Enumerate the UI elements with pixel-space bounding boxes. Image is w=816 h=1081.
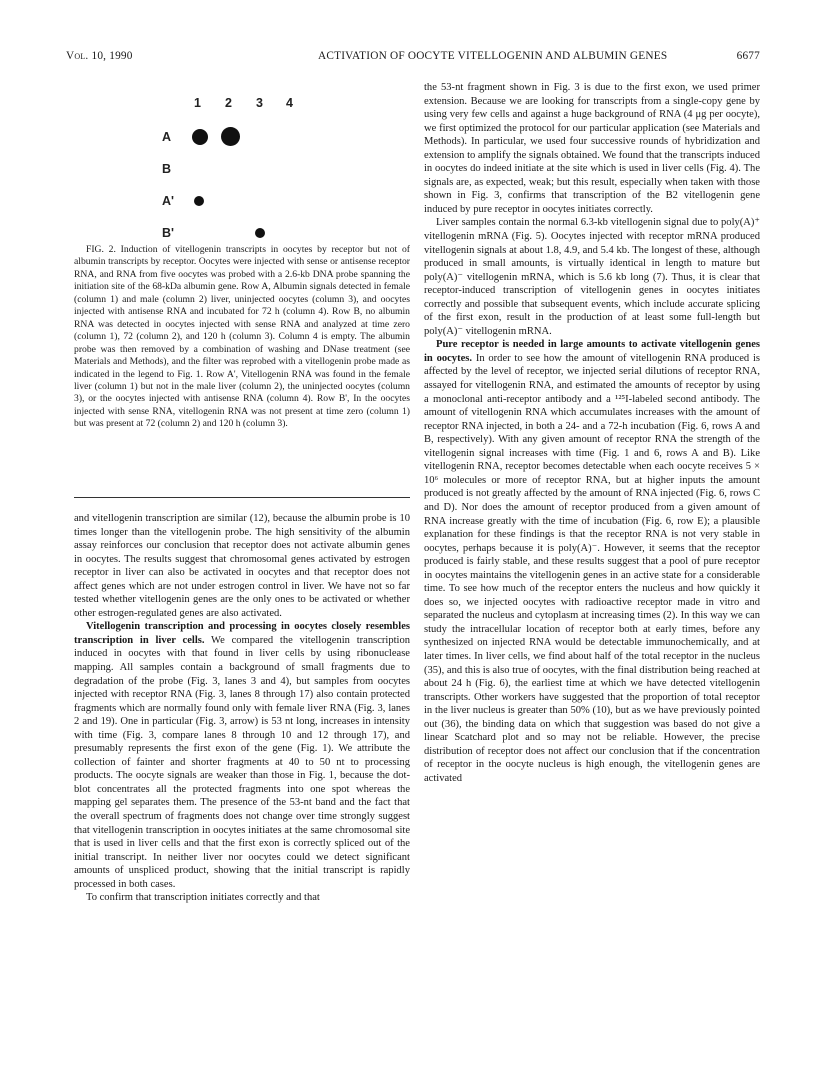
figure-column-label-1: 1 bbox=[194, 96, 201, 110]
right-paragraph-2: Liver samples contain the normal 6.3-kb vitellogenin signal due to poly(A)⁺ vitellogenin mRNA (Fig. 5). Oocytes injected with receptor mRNA produced vitellogenin signals at about 1.8, 4.9, and 5.4 kb. The longest of these, although produced in small amounts, is virtually identical in length to mature but poly(A)⁻ vitellogenin mRNA, which is 5.6 kb long (7). Thus, it is clear that receptor-induced transcription of vitellogenin genes in oocytes initiates correctly and possible that subsequent events, which include accurate splicing of the first exon, result in the production of at least some full-length but poly(A)⁻ vitellogenin mRNA. bbox=[424, 217, 760, 337]
left-paragraph-3: To confirm that transcription initiates correctly and that bbox=[86, 892, 320, 904]
figure-column-label-3: 3 bbox=[256, 96, 263, 110]
blot-signal-a2 bbox=[221, 127, 240, 146]
figure-row-label-b: B bbox=[162, 162, 172, 176]
right-paragraph-3-body: In order to see how the amount of vitellogenin RNA produced is affected by the level of receptor, we injected serial dilutions of receptor RNA, assayed for vitellogenin RNA, and estimated the amounts of receptor by using a monoclonal anti-receptor antibody and a ¹²⁵I-labeled second antibody. The amount of vitellogenin RNA which accumulates increases with the amount of receptor RNA injected, in both a 24- and a 72-h incubation (Fig. 6, rows A and B, respectively). With any given amount of receptor RNA the strength of the vitellogenin signal increases with time (Fig. 1 and 6, rows A and B). Like vitellogenin RNA, receptor becomes detectable when each oocyte receives 5 × 10⁶ molecules or more of receptor RNA, but at higher inputs the amount produced is not greatly affected by the amount of RNA injected (Fig. 6, rows C and D). Nor does the amount of receptor produced from a given amount of RNA increase greatly with the time of incubation (Fig. 6, row E); a plausible explanation for these findings is that the receptor RNA is not very stable in oocytes, perhaps because it is poly(A)⁻. However, it seems that the receptor produced is fairly stable, and these results suggest that a pool of pure receptor in oocytes maintains the vitellogenin genes in an active state for a considerable time. To see how much of the receptor enters the nucleus and how quickly it does so, we injected oocytes with radioactive receptor made in vitro and separated the nucleus and cytoplasm at increasing times (2). In this way we can study the intracellular location of receptor both at early times, before any synthesized on injected RNA would be detectable immunochemically, and at later times. In liver cells, we find about half of the total receptor in the nucleus (35), and this is also true of oocytes, with the final distribution being reached at about 24 h (Fig. 6), the earliest time at which we have detected vitellogenin transcripts. Other workers have suggested that the proportion of total receptor in the liver nucleus is greater than 50% (10), but as we have previously pointed out (36), the binding data on which that suggestion was based do not give a linear Scatchard plot and so may not be reliable. However, the precise distribution of receptor does not affect our conclusion that if the concentration of receptor in the oocyte nucleus is high enough, the vitellogenin genes are activated bbox=[424, 352, 760, 784]
left-column bbox=[74, 512, 410, 905]
figure-caption bbox=[74, 244, 410, 431]
section-heading-pure-receptor: Pure receptor is needed in large amounts to activate vitellogenin genes in oocytes. bbox=[424, 339, 760, 364]
running-title: ACTIVATION OF OOCYTE VITELLOGENIN AND ALBUMIN GENES bbox=[318, 50, 668, 62]
figure-dot-blot bbox=[150, 96, 350, 246]
page-number: 6677 bbox=[736, 50, 760, 62]
left-paragraph-2 bbox=[74, 620, 410, 891]
figure-column-label-2: 2 bbox=[225, 96, 232, 110]
left-paragraph-2-body: We compared the vitellogenin transcription induced in oocytes with that found in liver cells by using ribonuclease mapping. All samples contain a background of small fragments due to degradation of the probe (Fig. 3, lanes 3 and 4), but samples from oocytes injected with receptor RNA (Fig. 3, lanes 8 through 17) also contain protected fragments which are normally found only with female liver RNA (Fig. 3, lanes 2 and 19). One in particular (Fig. 3, arrow) is 53 nt long, increases in intensity with time (Fig. 3, compare lanes 8 through 10 and 12 through 17), and presumably represents the first exon of the gene (Fig. 1). We attribute the collection of fainter and shorter fragments at 40 to 50 nt to processing products. The oocyte signals are weaker than those in Fig. 1, because the dot-blot concentrates all the protected fragments into one spot whereas the mapping gel separates them. The presence of the 53-nt band and the fact that the overall spectrum of fragments does not change over time strongly suggest that vitellogenin transcription in oocytes initiates at the same chromosomal site that is used in liver cells and that the first exon is correctly spliced out of the initial transcript. In neither liver nor oocytes could we detect significant amounts of unspliced product, showing that the initial transcript is rapidly processed in both cases. bbox=[74, 634, 411, 890]
blot-signal-b-prime-3 bbox=[255, 228, 265, 238]
blot-signal-a-prime-1 bbox=[194, 196, 204, 206]
figure-row-label-b-prime: B' bbox=[162, 226, 174, 240]
right-paragraph-1: the 53-nt fragment shown in Fig. 3 is due to the first exon, we used primer extension. Because we are looking for transcripts from a single-copy gene by using very few cells and against a huge background of RNA (4 μg per oocyte), we first optimized the protocol for our particular application (see Materials and Methods). In particular, we used four successive rounds of hybridization and extension to amplify the signals obtained. We found that the transcripts induced in oocytes do indeed initiate at the site which is used in liver cells (Fig. 4). The signals are, as expected, weak; but this result, especially when taken with those shown in Fig. 3, confirms that transcription of the B2 vitellogenin gene induced by pure receptor in oocytes initiates correctly. bbox=[424, 82, 760, 215]
section-heading-transcription: Vitellogenin transcription and processing in oocytes closely resembles transcription in liver cells. bbox=[74, 621, 410, 646]
figure-caption-text: FIG. 2. Induction of vitellogenin transcripts in oocytes by receptor but not of albumin transcripts by receptor. Oocytes were injected with sense or antisense receptor RNA, and RNA from five oocytes was probed with a 2.6-kb DNA probe spanning the initiation site of the 68-kDa albumin gene. Row A, Albumin signals detected in female (column 1) and male (column 2) liver, uninjected oocytes (column 3), and oocytes injected with antisense RNA and incubated for 72 h (column 4). Row B, no albumin RNA was detected in oocytes injected with sense RNA and analyzed at time zero (column 1), 72 (column 2), and 120 h (column 3). Column 4 is empty. The albumin probe was then removed by a combination of washing and DNase treatment (see Materials and Methods), and the filter was reprobed with a vitellogenin probe made as indicated in the legend to Fig. 1. Row A', Vitellogenin RNA was found in the female liver (column 1) but not in the male liver (column 2), the uninjected oocytes (column 3), or the oocytes injected with antisense RNA (column 4). Row B', In the oocytes injected with sense RNA, vitellogenin RNA was not present at time zero (column 1) but was present at 72 (column 2) and 120 h (column 3). bbox=[74, 244, 410, 430]
left-paragraph-1: and vitellogenin transcription are similar (12), because the albumin probe is 10 times longer than the vitellogenin probe. The high sensitivity of the albumin assay reinforces our conclusion that receptor does not activate albumin genes in oocytes. The results suggest that chromosomal genes activated by estrogen receptor in liver can also be activated in oocytes and that receptor does not affect genes which are not under estrogen control in liver. We have not so far tested whether vitellogenin genes are the only ones to be activated or whether other estrogen-regulated genes are also activated. bbox=[74, 513, 410, 619]
figure-row-label-a-prime: A' bbox=[162, 194, 174, 208]
blot-signal-a1 bbox=[192, 129, 208, 145]
running-header bbox=[66, 50, 760, 66]
figure-row-label-a: A bbox=[162, 130, 172, 144]
right-paragraph-3 bbox=[424, 338, 760, 785]
right-column bbox=[424, 81, 760, 785]
caption-divider bbox=[74, 497, 410, 498]
journal-volume: Vol. 10, 1990 bbox=[66, 50, 133, 62]
figure-column-label-4: 4 bbox=[286, 96, 293, 110]
